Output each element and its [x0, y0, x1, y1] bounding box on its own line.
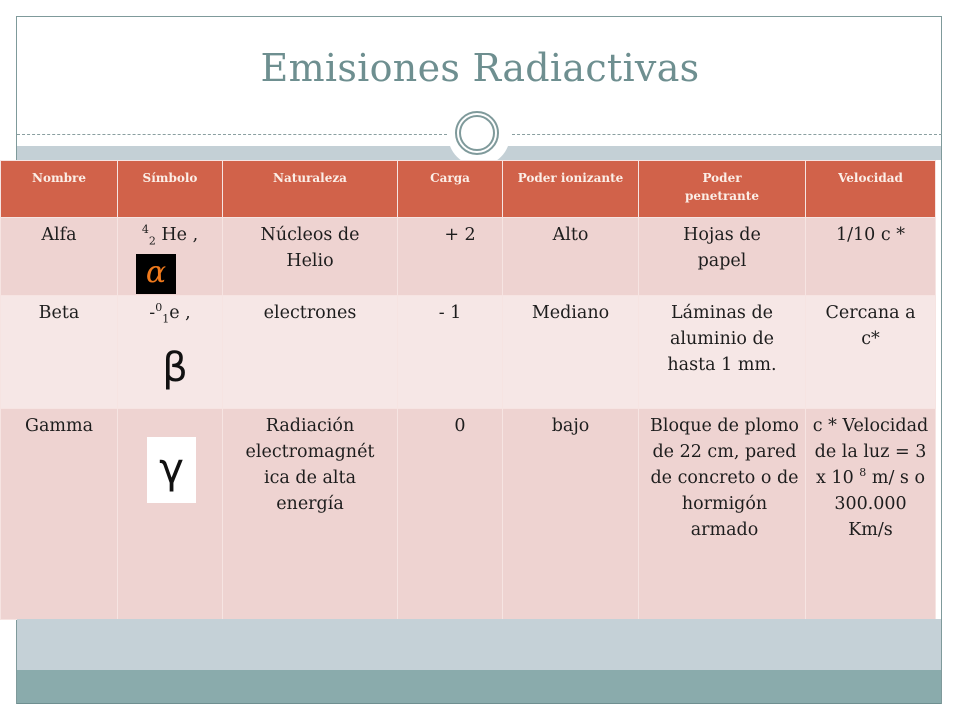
slide-title: Emisiones Radiactivas — [260, 46, 700, 90]
header-naturaleza: Naturaleza — [223, 161, 398, 218]
alpha-symbol-icon: α — [136, 254, 176, 294]
divider-left — [17, 134, 447, 135]
cell-naturaleza: Radiación electromagnét ica de alta energía — [223, 409, 398, 620]
cell-poder-ionizante: Alto — [503, 218, 639, 296]
table-row-alfa — [1, 218, 936, 296]
table-row-gamma — [1, 409, 936, 620]
cell-nombre: Alfa — [1, 218, 118, 296]
header-poder-penetrante: Poder penetrante — [639, 161, 806, 218]
symbol-notation: -$^0_1$e , — [149, 301, 191, 326]
cell-carga: + 2 — [398, 218, 503, 296]
decorative-band-gray — [17, 619, 941, 670]
cell-simbolo — [118, 409, 223, 620]
cell-nombre: Gamma — [1, 409, 118, 620]
table-header-row — [1, 161, 936, 218]
header-carga: Carga — [398, 161, 503, 218]
cell-poder-penetrante: Bloque de plomo de 22 cm, pared de concreto o de hormigón armado — [639, 409, 806, 620]
table-row-beta — [1, 296, 936, 409]
cell-poder-penetrante: Hojas de papel — [639, 218, 806, 296]
beta-symbol-icon: β — [162, 345, 188, 391]
cell-naturaleza: Núcleos de Helio — [223, 218, 398, 296]
cell-carga: 0 — [398, 409, 503, 620]
emissions-table — [0, 160, 936, 620]
cell-velocidad: c * Velocidad de la luz = 3 x 10 $^8$ m/ s o 300.000 Km/s — [806, 409, 936, 620]
decorative-band-teal — [17, 670, 941, 704]
header-velocidad: Velocidad — [806, 161, 936, 218]
cell-naturaleza: electrones — [223, 296, 398, 409]
cell-simbolo — [118, 296, 223, 409]
cell-poder-ionizante: Mediano — [503, 296, 639, 409]
circle-ornament-inner-icon — [459, 115, 495, 151]
gamma-symbol-icon: γ — [147, 437, 196, 503]
cell-poder-ionizante: bajo — [503, 409, 639, 620]
header-nombre: Nombre — [1, 161, 118, 218]
header-simbolo: Símbolo — [118, 161, 223, 218]
cell-poder-penetrante: Láminas de aluminio de hasta 1 mm. — [639, 296, 806, 409]
cell-carga: - 1 — [398, 296, 503, 409]
cell-simbolo — [118, 218, 223, 296]
cell-velocidad: Cercana a c* — [806, 296, 936, 409]
divider-right — [512, 134, 942, 135]
symbol-notation: $^4_2$ He , — [141, 223, 199, 248]
cell-nombre: Beta — [1, 296, 118, 409]
cell-velocidad: 1/10 c * — [806, 218, 936, 296]
header-poder-ionizante: Poder ionizante — [503, 161, 639, 218]
